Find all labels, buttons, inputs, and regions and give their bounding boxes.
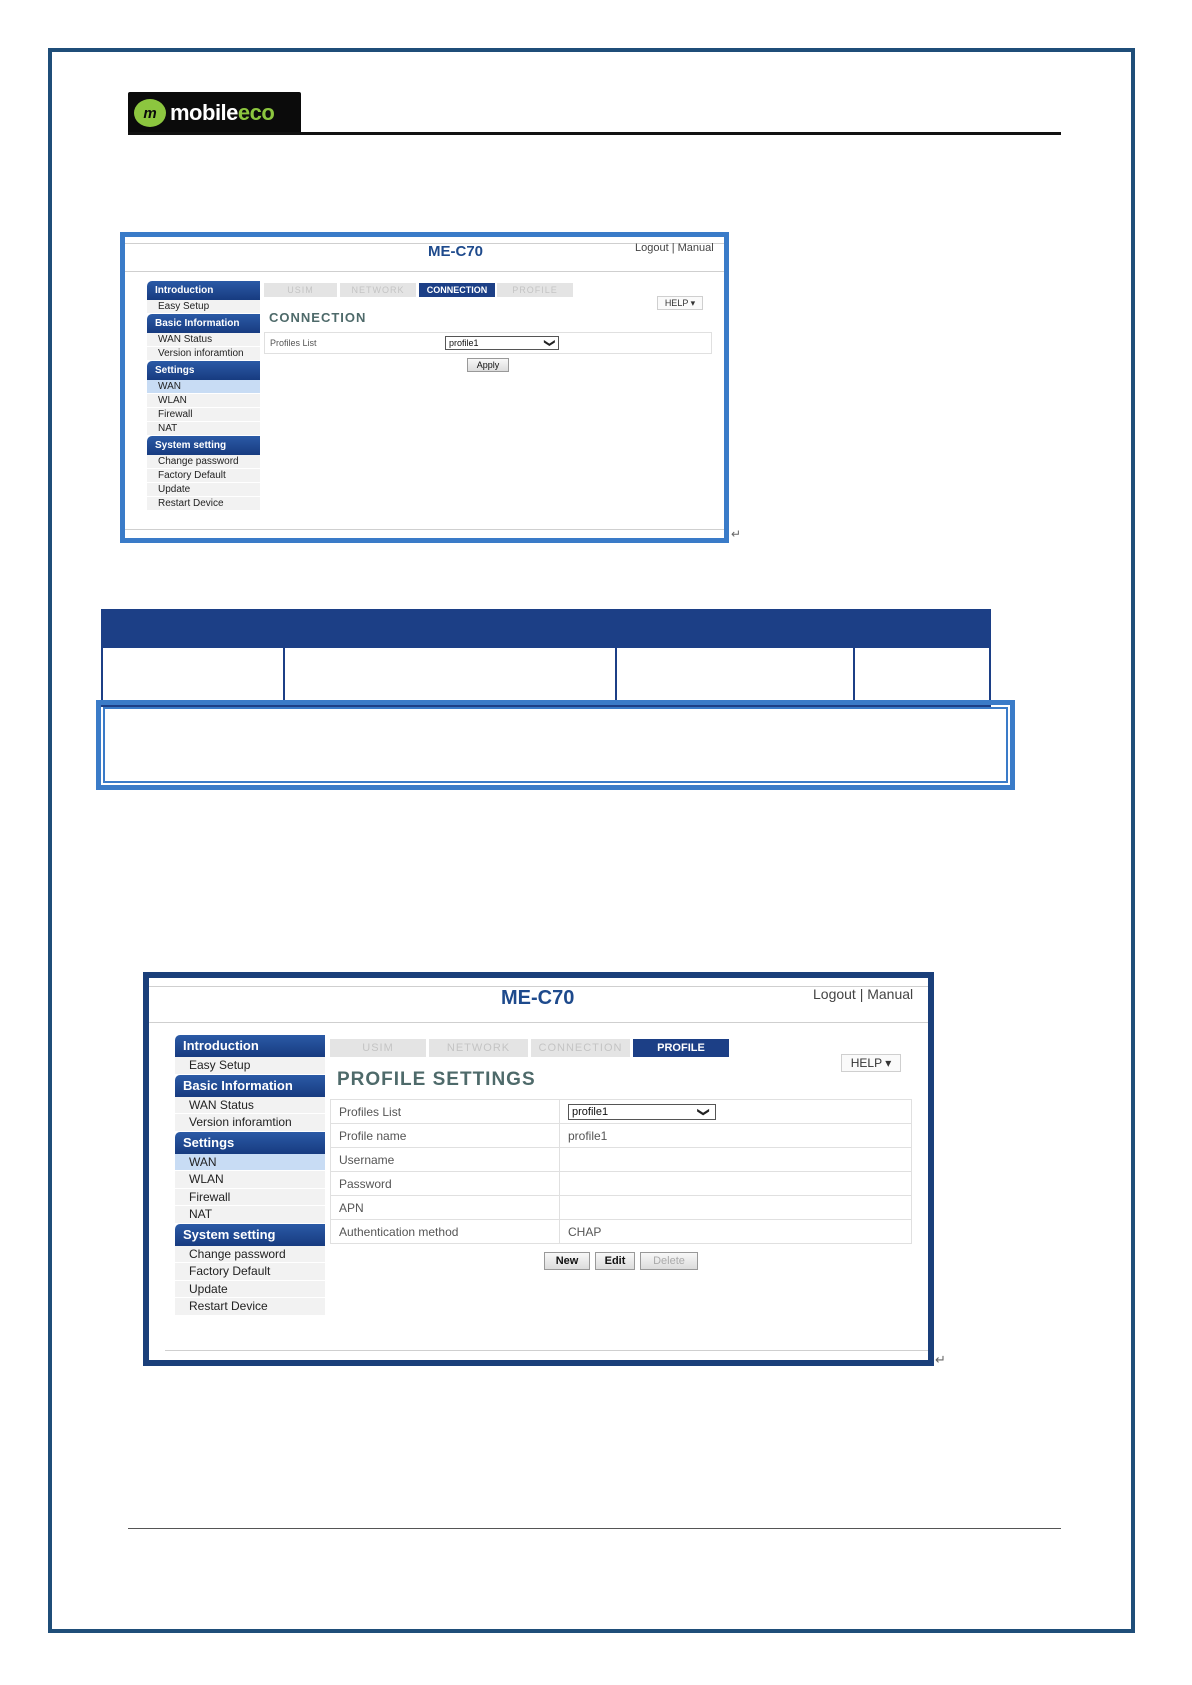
logout-manual-links[interactable]: Logout | Manual	[813, 986, 914, 1002]
tab-network[interactable]: NETWORK	[429, 1039, 528, 1057]
sidebar-item[interactable]: NAT	[147, 422, 260, 436]
form-label: Username	[331, 1148, 560, 1172]
tab-connection[interactable]: CONNECTION	[531, 1039, 630, 1057]
sidebar-item[interactable]: Version inforamtion	[147, 347, 260, 361]
return-mark: ↵	[935, 1352, 946, 1367]
table-cell	[854, 647, 990, 706]
tab-profile[interactable]: PROFILE	[497, 283, 573, 297]
form-row	[331, 1124, 912, 1148]
form-row	[331, 1196, 912, 1220]
form-row	[331, 1148, 912, 1172]
form-row	[331, 1172, 912, 1196]
profiles-list-label: Profiles List	[270, 338, 317, 348]
screenshot-profile-settings	[143, 972, 934, 1366]
chevron-down-icon: ❯	[696, 1106, 711, 1117]
form-label: Authentication method	[331, 1220, 560, 1244]
header-divider	[149, 1022, 928, 1023]
note-box-inner	[103, 707, 1008, 783]
sidebar-item[interactable]: Restart Device	[175, 1298, 325, 1316]
screenshot-connection	[120, 232, 729, 543]
tab-network[interactable]: NETWORK	[340, 283, 416, 297]
table-header-row	[102, 610, 990, 647]
form-label: APN	[331, 1196, 560, 1220]
logo-text: mobileeco	[170, 100, 275, 125]
sidebar-item[interactable]: Factory Default	[147, 469, 260, 483]
tab-usim[interactable]: USIM	[264, 283, 337, 297]
sidebar-item[interactable]: WLAN	[175, 1171, 325, 1189]
form-value-profile-name[interactable]: profile1	[560, 1124, 912, 1148]
new-button[interactable]: New	[544, 1252, 590, 1270]
sidebar-item[interactable]: Restart Device	[147, 497, 260, 511]
profiles-list-select[interactable]: profile1 ❯	[445, 336, 559, 350]
sidebar-item[interactable]: WAN Status	[147, 333, 260, 347]
bottom-divider	[125, 529, 724, 530]
sidebar-item[interactable]: WAN	[147, 380, 260, 394]
apply-button[interactable]: Apply	[467, 358, 509, 372]
sidebar-section-header[interactable]: Settings	[175, 1132, 325, 1154]
help-button[interactable]: HELP ▾	[657, 296, 703, 310]
sidebar-section-header[interactable]: System setting	[175, 1224, 325, 1246]
sidebar-item[interactable]: WAN Status	[175, 1097, 325, 1115]
table-cell	[284, 647, 616, 706]
form-row	[331, 1100, 912, 1124]
tab-connection[interactable]: CONNECTION	[419, 283, 495, 297]
sidebar-item[interactable]: Update	[175, 1281, 325, 1299]
mobileeco-logo	[128, 92, 301, 134]
sidebar	[175, 1035, 325, 1316]
table-cell	[102, 647, 284, 706]
blue-info-table	[101, 609, 991, 707]
sidebar-section-header[interactable]: Introduction	[175, 1035, 325, 1057]
form-value-authentication-method[interactable]: CHAP	[560, 1220, 912, 1244]
sidebar-item[interactable]: WAN	[175, 1154, 325, 1172]
form-label: Profile name	[331, 1124, 560, 1148]
page-heading: PROFILE SETTINGS	[337, 1069, 536, 1090]
form-label: Password	[331, 1172, 560, 1196]
chevron-down-icon: ❯	[543, 338, 556, 348]
sidebar-item[interactable]: Change password	[147, 455, 260, 469]
return-mark: ↵	[731, 527, 742, 541]
app-title: ME-C70	[501, 987, 575, 1009]
form-label: Profiles List	[331, 1100, 560, 1124]
bottom-divider	[165, 1350, 928, 1351]
sidebar-item[interactable]: WLAN	[147, 394, 260, 408]
help-button[interactable]: HELP ▾	[841, 1054, 901, 1072]
sidebar-item[interactable]: NAT	[175, 1206, 325, 1224]
form-value-username[interactable]	[560, 1148, 912, 1172]
footer-rule	[128, 1528, 1061, 1529]
sidebar-item[interactable]: Easy Setup	[147, 300, 260, 314]
sidebar-item[interactable]: Firewall	[175, 1189, 325, 1207]
form-value-password[interactable]	[560, 1172, 912, 1196]
tab-usim[interactable]: USIM	[330, 1039, 426, 1057]
sidebar-item[interactable]: Change password	[175, 1246, 325, 1264]
sidebar-item[interactable]: Update	[147, 483, 260, 497]
form-value-apn[interactable]	[560, 1196, 912, 1220]
sidebar-item[interactable]: Version inforamtion	[175, 1114, 325, 1132]
sidebar-section-header[interactable]: Basic Information	[175, 1075, 325, 1097]
sidebar-item[interactable]: Factory Default	[175, 1263, 325, 1281]
header-rule	[128, 132, 1061, 135]
form-row	[331, 1220, 912, 1244]
profiles-list-row	[264, 332, 712, 354]
delete-button[interactable]: Delete	[640, 1252, 698, 1270]
sidebar-section-header[interactable]: System setting	[147, 436, 260, 455]
logout-manual-links[interactable]: Logout | Manual	[635, 242, 714, 254]
app-title: ME-C70	[428, 243, 484, 260]
header-divider	[125, 271, 724, 272]
sidebar	[147, 281, 260, 511]
sidebar-section-header[interactable]: Settings	[147, 361, 260, 380]
logo-mark-icon: m	[134, 99, 166, 127]
table-cell	[616, 647, 854, 706]
sidebar-item[interactable]: Easy Setup	[175, 1057, 325, 1075]
profile-form	[330, 1099, 912, 1244]
profiles-list-select[interactable]: profile1 ❯	[568, 1104, 716, 1120]
form-value-cell	[560, 1100, 912, 1124]
sidebar-section-header[interactable]: Introduction	[147, 281, 260, 300]
tab-profile[interactable]: PROFILE	[633, 1039, 729, 1057]
sidebar-item[interactable]: Firewall	[147, 408, 260, 422]
page-heading: CONNECTION	[269, 310, 367, 325]
edit-button[interactable]: Edit	[595, 1252, 635, 1270]
sidebar-section-header[interactable]: Basic Information	[147, 314, 260, 333]
